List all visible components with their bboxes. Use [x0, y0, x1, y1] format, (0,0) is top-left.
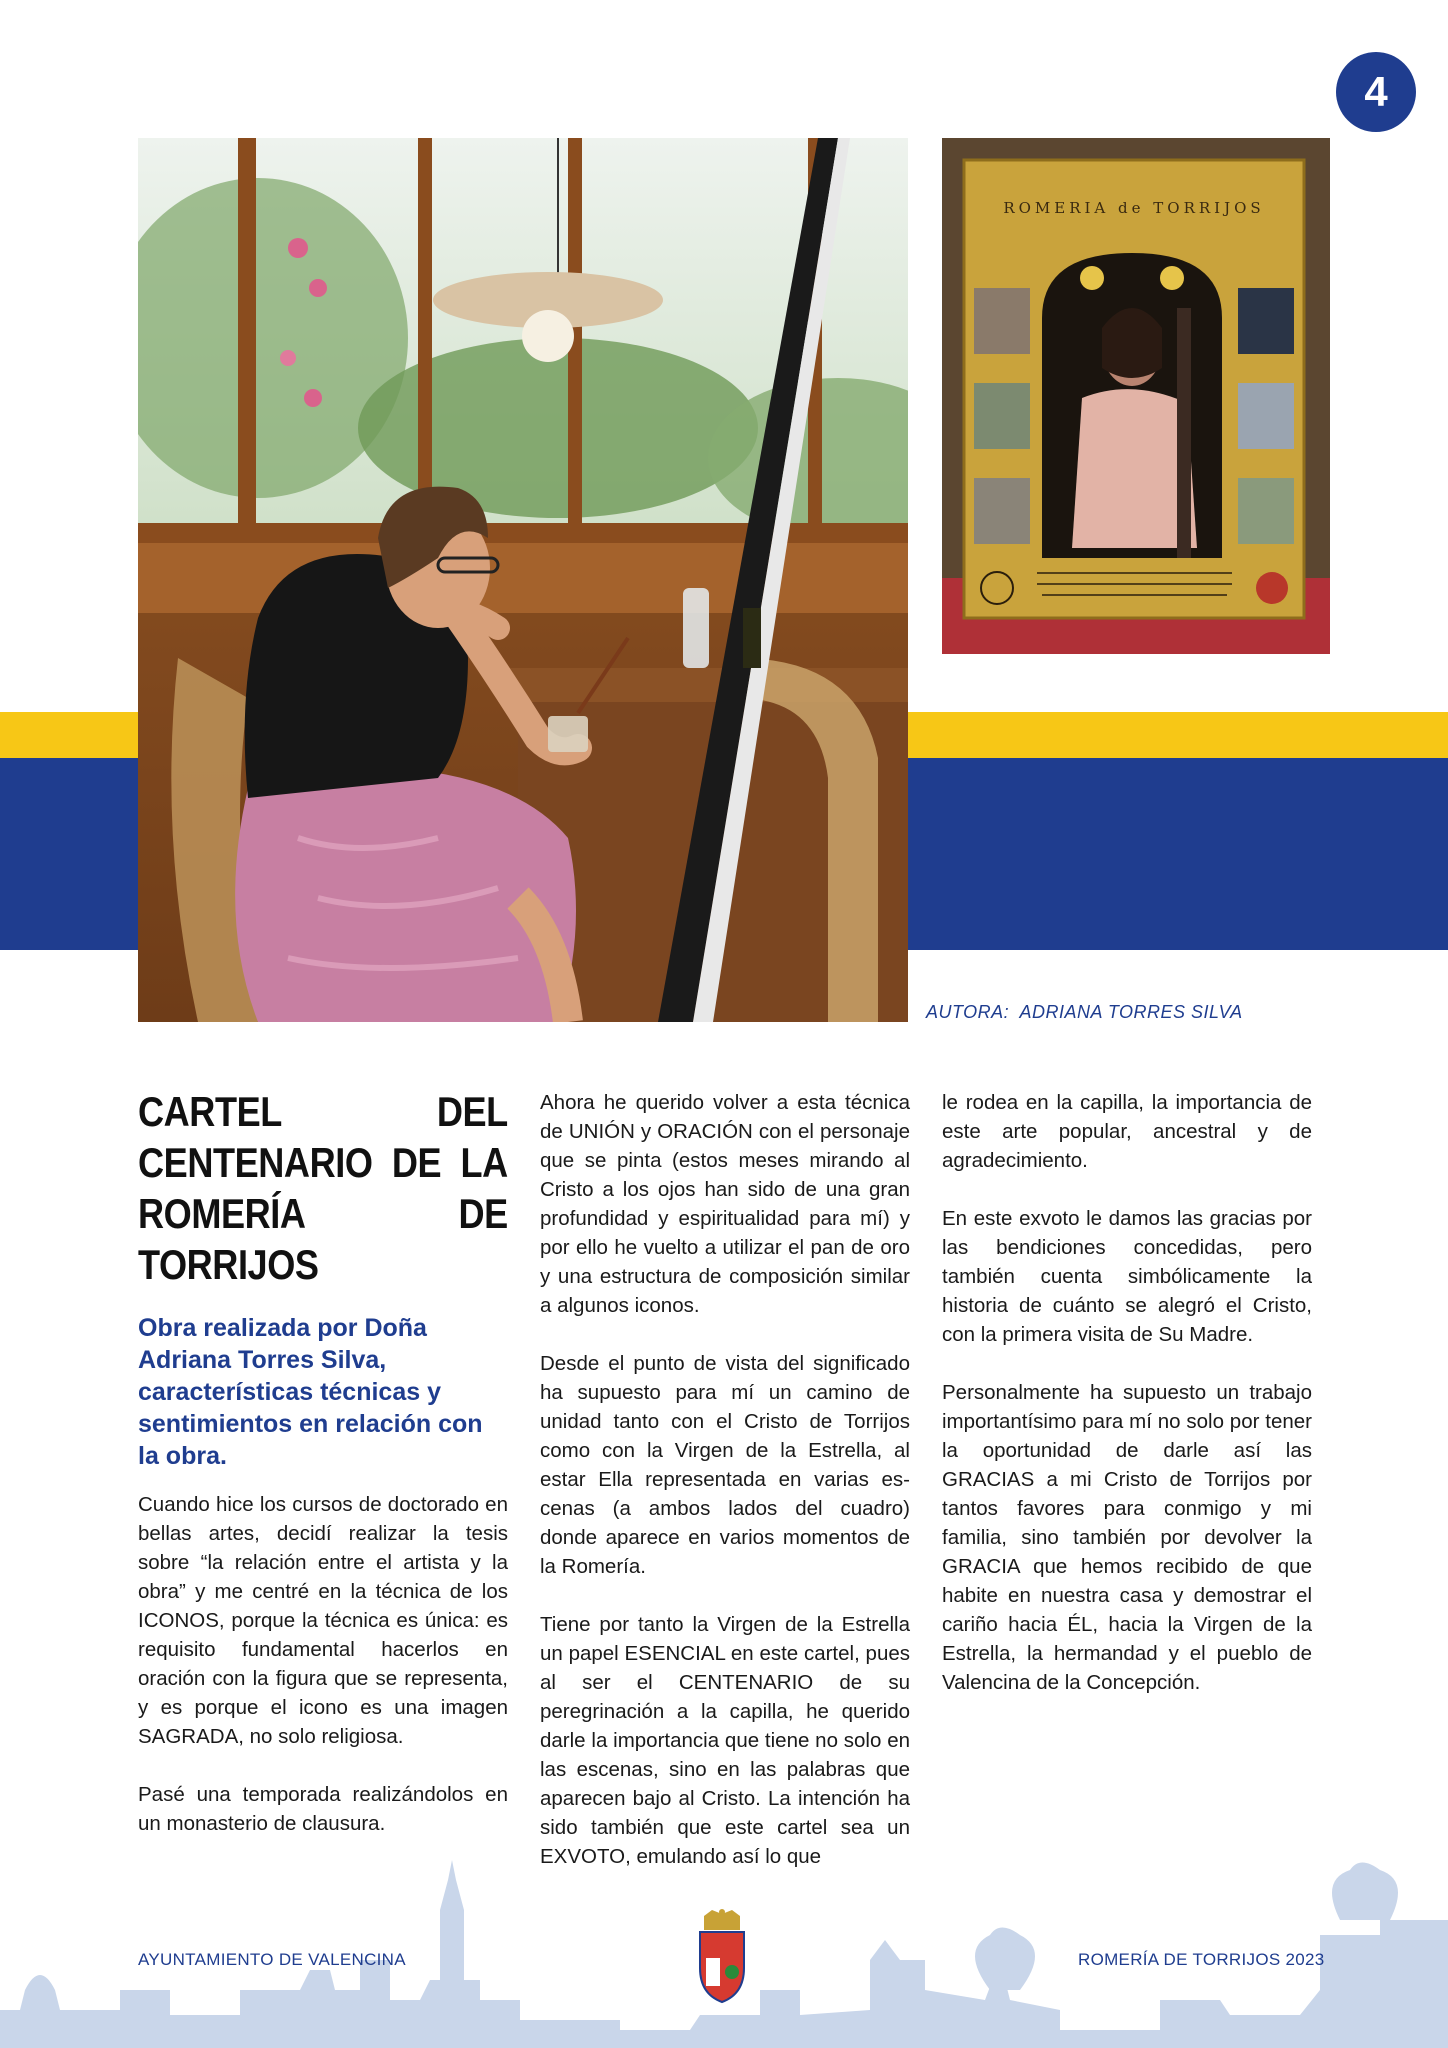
poster-title: ROMERIA de TORRIJOS [1003, 199, 1265, 217]
poster-photo [942, 138, 1330, 654]
paragraph: Cuando hice los cursos de doctorado en bellas artes, decidí realizar la tesis sobre “la relación entre el artista y la obra” y me centré en la técnica de los ICONOS, porque la técnica es única: es requisito fundamental hacerlos en oración con la figura que se representa, y es porque el icono es una imagen SAGRADA, no solo religiosa. [138, 1493, 508, 1748]
photo-caption: AUTORA: ADRIANA TORRES SILVA [926, 1002, 1243, 1022]
article-subtitle: Obra realizada por Doña Adriana Torres Silva, características técnicas y sentimientos en relación con la obra. [138, 1314, 483, 1470]
paragraph: Tiene por tanto la Virgen de la Estrella un papel ESENCIAL en este cartel, pues al ser el CENTENARIO de su peregrinación a la capilla, he querido darle la importancia que tiene no solo en las escenas, sino en las palabras que aparecen bajo al Cristo. La intención ha sido también que este cartel sea un EXVOTO, emulando así lo que [540, 1613, 910, 1868]
paragraph: le rodea en la capilla, la importancia de este arte popular, ancestral y de agradecimiento. [942, 1091, 1312, 1172]
footer-left-text: AYUNTAMIENTO DE VALENCINA [138, 1950, 406, 1969]
page-number-badge: 4 [1336, 52, 1416, 132]
article-title: CARTEL DEL CENTENARIO DE LA ROMERÍA DE TORRIJOS [138, 1088, 508, 1288]
footer-right-text: ROMERÍA DE TORRIJOS 2023 [1078, 1950, 1325, 1969]
paragraph: En este exvoto le damos las gracias por las bendiciones concedidas, pero también cuenta simbólicamente la historia de cuánto se alegró el Cristo, con la primera visita de Su Madre. [942, 1207, 1312, 1346]
paragraph: Desde el punto de vista del significado ha supuesto para mí un camino de unidad tanto con el Cristo de Torrijos como con la Virgen de la Estrella, al estar Ella representada en varias escenas (a ambos lados del cuadro) donde aparece en varios momentos de la Romería. [540, 1352, 910, 1578]
paragraph: Ahora he querido volver a esta técnica de UNIÓN y ORACIÓN con el personaje que se pinta (estos meses mirando al Cristo a los ojos han sido de una gran profundidad y espiritualidad para mí) y por ello he vuelto a utilizar el pan de oro y una estructura de composición similar a algunos iconos. [540, 1091, 910, 1317]
artist-photo [138, 138, 908, 1022]
artist-painting-illustration [138, 138, 908, 1022]
text-column-2 [540, 1088, 910, 1900]
text-column-3 [942, 1088, 1312, 1726]
text-column-1 [138, 1086, 508, 1867]
poster-illustration [942, 138, 1330, 654]
coat-of-arms-icon [694, 1908, 750, 2004]
paragraph: Pasé una temporada realizándolos en un monasterio de clausura. [138, 1783, 508, 1835]
paragraph: Personalmente ha supuesto un trabajo importantísimo para mí no solo por tener la oportunidad de darle así las GRACIAS a mi Cristo de Torrijos por tantos favores para conmigo y mi familia, sino también por devolver la GRACIA que hemos recibido de que habite en nuestra casa y demostrar el cariño hacia ÉL, hacia la Virgen de la Estrella, la hermandad y el pueblo de Valencina de la Concepción. [942, 1381, 1312, 1694]
